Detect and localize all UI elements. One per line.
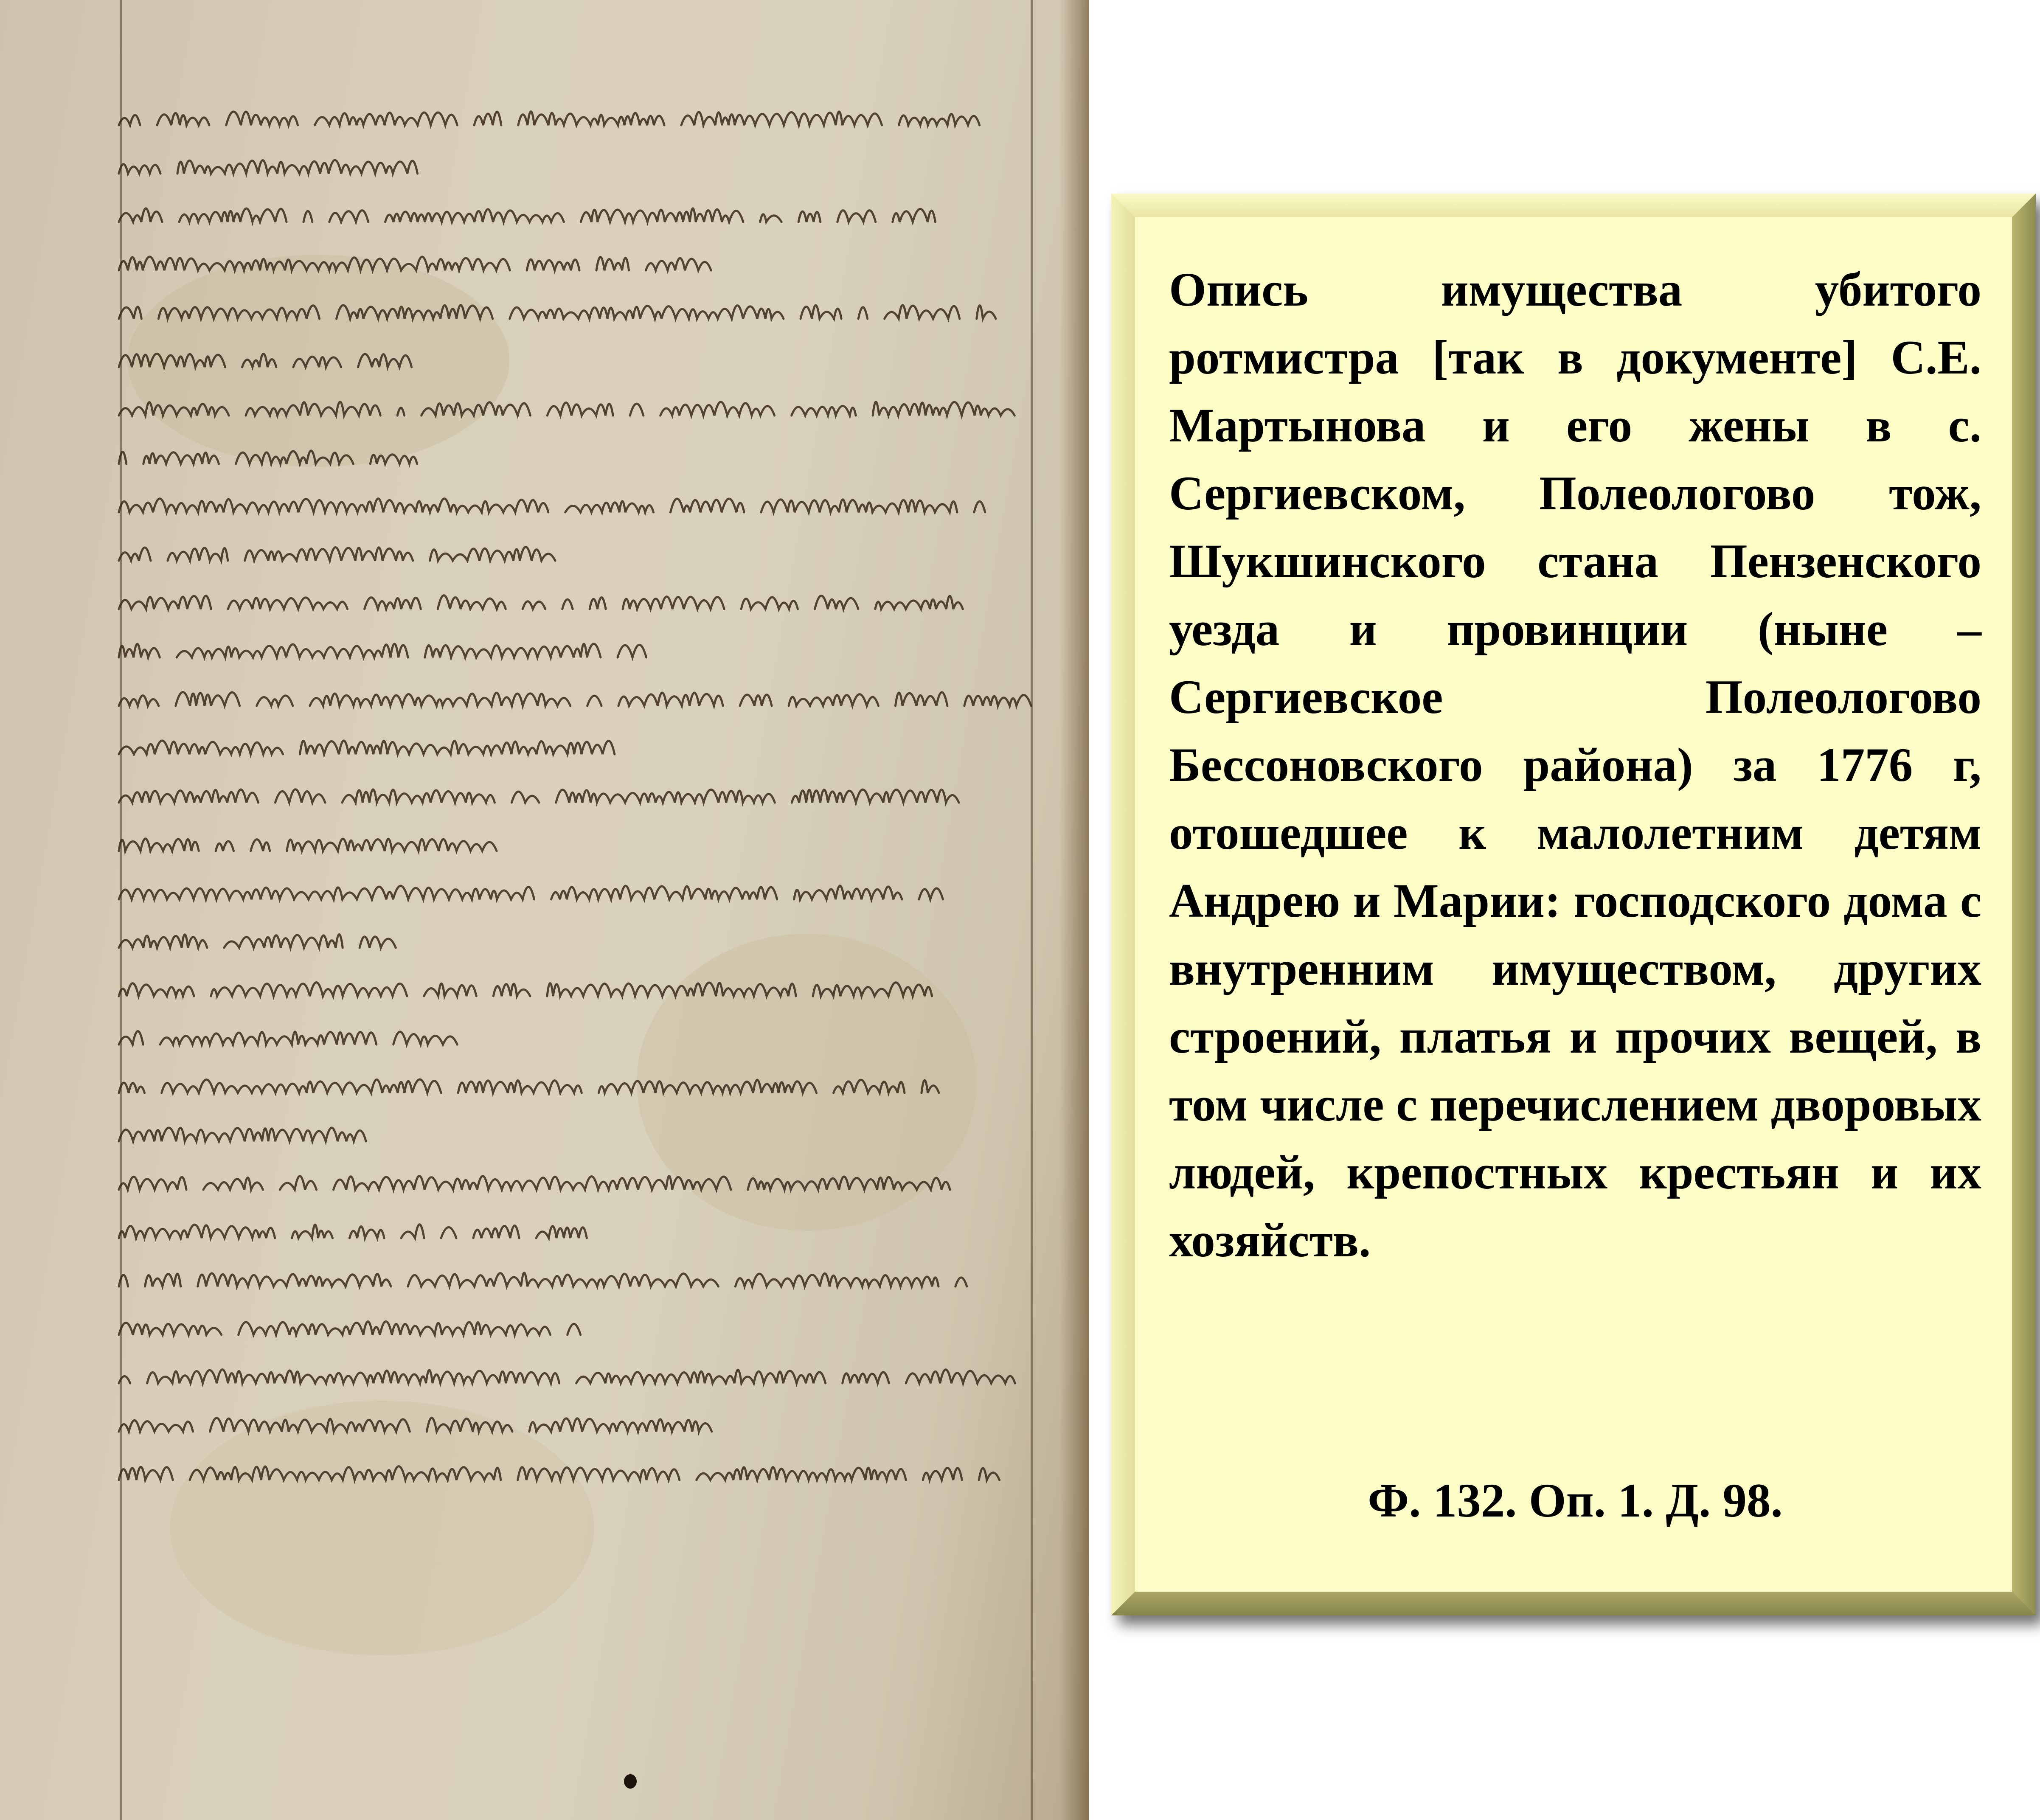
handwriting-line: [119, 1257, 1053, 1303]
handwriting-line: [119, 434, 1053, 481]
handwriting-line: [119, 337, 1053, 384]
handwriting-line: [119, 144, 1053, 191]
handwriting-line: [119, 1305, 1053, 1352]
handwriting-line: [119, 1160, 1053, 1207]
handwriting-lines: [119, 95, 1053, 1499]
handwriting-line: [119, 289, 1053, 336]
handwriting-line: [119, 966, 1053, 1013]
handwriting-line: [119, 676, 1053, 723]
handwriting-line: [119, 725, 1053, 771]
handwriting-line: [119, 241, 1053, 287]
handwriting-line: [119, 821, 1053, 868]
page-edge-shadow: [1059, 0, 1089, 1820]
handwriting-line: [119, 386, 1053, 433]
handwriting-line: [119, 192, 1053, 239]
caption-description: Опись имущества убитого ротмистра [так в документе] С.Е. Мартынова и его жены в с. Сергиевском, Полеологово тож, Шукшинского стана Пензенского уезда и провинции (ныне – Сергиевское Полеологово Бессоновского района) за 1776 г, отошедшее к малолетним детям Андрею и Марии: господского дома с внутренним имуществом, других строений, платья и прочих вещей, в том числе с перечислением дворовых людей, крепостных крестьян и их хозяйств.: [1169, 263, 1981, 1267]
handwriting-line: [119, 1015, 1053, 1062]
handwriting-line: [119, 531, 1053, 578]
ink-blot: [624, 1774, 637, 1789]
handwriting-line: [119, 1354, 1053, 1400]
handwriting-line: [119, 1063, 1053, 1110]
handwriting-line: [119, 773, 1053, 820]
handwriting-line: [119, 1450, 1053, 1497]
handwriting-line: [119, 1208, 1053, 1255]
handwriting-line: [119, 483, 1053, 529]
handwriting-line: [119, 628, 1053, 674]
caption-panel: [1111, 194, 2036, 1615]
handwriting-line: [119, 95, 1053, 142]
handwriting-line: [119, 870, 1053, 916]
handwriting-line: [119, 1112, 1053, 1158]
handwriting-line: [119, 579, 1053, 626]
handwriting-line: [119, 1402, 1053, 1449]
archive-reference: Ф. 132. Оп. 1. Д. 98.: [1368, 1474, 1783, 1527]
handwriting-line: [119, 918, 1053, 965]
